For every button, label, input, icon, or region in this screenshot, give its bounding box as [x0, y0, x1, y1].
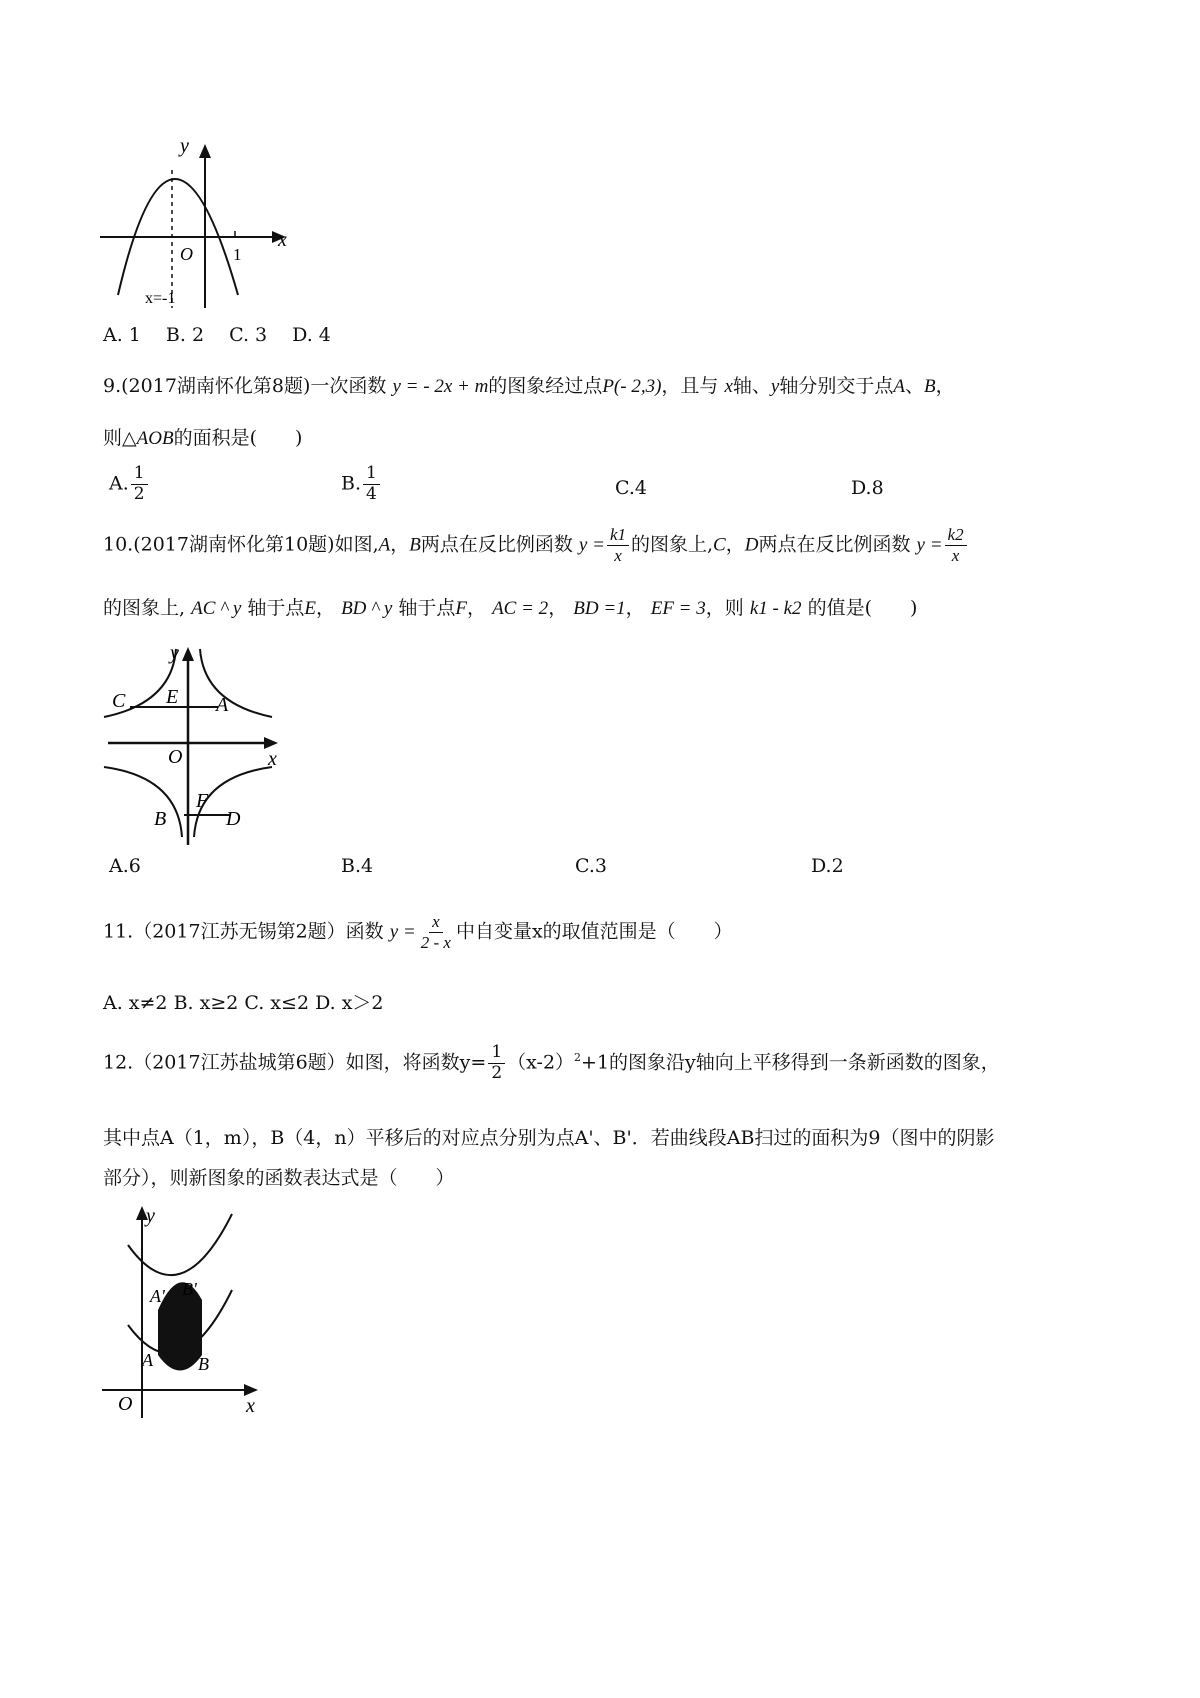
q12-fig-y: y	[146, 1205, 155, 1227]
q9-pa: A	[893, 376, 905, 397]
q10-func1: y =	[578, 534, 605, 556]
q9-pb: B	[924, 376, 936, 397]
q9-formula: y = - 2x + m	[392, 376, 489, 397]
q10-options	[109, 855, 1160, 877]
q12-line2: 其中点A（1，m），B（4，n）平移后的对应点分别为点A'、B'．若曲线段AB扫过的面积为9（图中的阴影	[103, 1127, 995, 1149]
q8-axis-label: x=-1	[145, 290, 176, 307]
q9-text: 的图象经过点	[488, 375, 603, 397]
q10-fig-c: C	[112, 690, 126, 712]
q9-option-a-fraction: $\frac{1}{2}$	[131, 465, 148, 504]
q9-sep: 、	[904, 375, 924, 397]
q9-option-a: A. $\frac{1}{2}$	[109, 465, 341, 504]
q9-options	[109, 465, 1160, 504]
q10-fig-o: O	[168, 746, 183, 768]
q9-option-d: D.8	[851, 477, 884, 499]
q10-func1-fraction: $\frac{k1}{x}$	[607, 526, 629, 565]
q9-line2	[103, 423, 302, 450]
q10-fig-d: D	[226, 808, 241, 830]
q9-option-b-fraction: $\frac{1}{4}$	[363, 465, 380, 504]
q8-y-label: y	[180, 135, 189, 157]
q9-y: y	[770, 376, 780, 397]
q9-x: x	[724, 376, 733, 397]
q9-comma: ，	[935, 375, 955, 397]
q8-options: A. 1 B. 2 C. 3 D. 4	[103, 324, 331, 346]
q9-option-b: B. $\frac{1}{4}$	[341, 465, 615, 504]
q9-option-c: C.4	[615, 477, 647, 499]
q11-options: A. x≠2 B. x≥2 C. x≤2 D. x＞2	[103, 992, 384, 1014]
q8-parabola-figure	[100, 130, 300, 310]
q12-line3: 部分），则新图象的函数表达式是（ ）	[103, 1167, 455, 1189]
q9-line1	[103, 371, 955, 398]
q10-option-a: A.6	[109, 855, 141, 877]
q9-text: 轴、	[732, 375, 771, 397]
q10-fig-y: y	[170, 642, 179, 664]
q11-fraction: $\frac{x}{2 - x}$	[420, 912, 451, 952]
q12-fig-b: B	[198, 1354, 209, 1374]
q9-triangle: AOB	[136, 428, 174, 449]
q11-line1: 11.（2017江苏无锡第2题）函数 y = $\frac{x}{2 - x}$ 中自变量x的取值范围是（ ）	[103, 912, 733, 952]
q10-fig-a: A	[216, 694, 229, 716]
q12-fig-b2: B'	[182, 1279, 197, 1299]
q8-x-label: x	[278, 229, 287, 251]
q8-one-label: 1	[233, 245, 242, 264]
q12-fig-a: A	[142, 1350, 153, 1370]
q10-fig-b: B	[154, 808, 167, 830]
q10-fig-f: F	[196, 790, 209, 812]
q10-fig-x: x	[268, 748, 277, 770]
q10-option-c: C.3	[575, 855, 607, 877]
q9-text: 一次函数	[310, 375, 387, 397]
q10-line1: 10.(2017湖南怀化第10题)如图,A，B两点在反比例函数 y = $\frac{k1}{x}$ 的图象上,C，D两点在反比例函数 y = $\frac{k2}{x}$	[103, 526, 969, 565]
q10-fig-e: E	[166, 686, 179, 708]
q9-point: P(- 2,3)	[602, 376, 662, 397]
q9-source: (2017湖南怀化第8题)	[121, 375, 311, 397]
q8-origin-label: O	[180, 244, 193, 264]
q9-text: ，且与	[661, 375, 719, 397]
q10-func2-fraction: $\frac{k2}{x}$	[945, 526, 967, 565]
q12-fig-o: O	[118, 1393, 133, 1415]
q10-option-b: B.4	[341, 855, 374, 877]
q10-func2: y =	[916, 534, 943, 556]
q12-line1: 12.（2017江苏盐城第6题）如图，将函数y= $\frac{1}{2}$ $(x-2)^2+1$的图象沿y轴向上平移得到一条新函数的图象，	[103, 1042, 1000, 1083]
q12-fig-a2: A'	[150, 1286, 165, 1306]
q9-text: 的面积是( )	[173, 427, 303, 449]
q9-text: 轴分别交于点	[779, 375, 894, 397]
q10-hyperbola-figure	[100, 635, 290, 847]
q10-line2: 的图象上, AC ^ y 轴于点E， BD ^ y 轴于点F， AC = 2， BD =1， EF = 3，则 k1 - k2 的值是( )	[103, 597, 918, 619]
q12-translation-figure	[100, 1200, 270, 1422]
q9-text: 则△	[103, 427, 137, 449]
q9-number: 9.	[103, 375, 122, 397]
q12-fig-x: x	[246, 1395, 255, 1417]
q10-option-d: D.2	[811, 855, 844, 877]
q12-fraction: $\frac{1}{2}$	[488, 1044, 505, 1083]
